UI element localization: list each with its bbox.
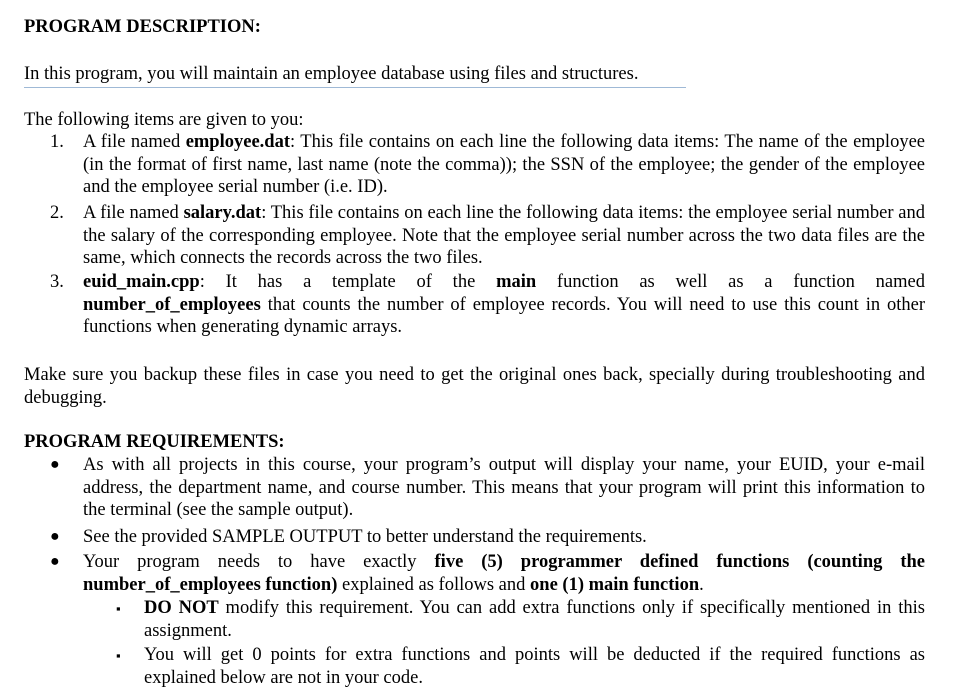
sub-bullet-icon: ▪ bbox=[116, 601, 121, 616]
bullet-icon: ● bbox=[50, 456, 60, 473]
sub-requirement-1-text: DO NOT modify this requirement. You can add extra functions only if specifically mentioned in this assignment. bbox=[144, 598, 925, 641]
requirement-3-text: Your program needs to have exactly five (5) programmer defined functions (counting the number_of_employees function) explained as follows and one (1) main function. bbox=[83, 552, 925, 595]
filename-salary-dat: salary.dat bbox=[183, 203, 262, 223]
main-keyword: main bbox=[496, 272, 537, 292]
requirements-heading: PROGRAM REQUIREMENTS: bbox=[24, 432, 285, 452]
requirement-1-text: As with all projects in this course, your program’s output will display your name, your EUID, your e-mail address, the department name, and course number. This means that your program will print this information to the terminal (see the sample output). bbox=[83, 455, 925, 520]
sub-requirement-2-text: You will get 0 points for extra functions and points will be deducted if the required functions as explained below are not in your code. bbox=[144, 645, 925, 688]
bullet-icon: ● bbox=[50, 553, 60, 570]
given-intro: The following items are given to you: bbox=[24, 110, 304, 130]
item-2-text: A file named salary.dat: This file contains on each line the following data items: the employee serial number and the salary of the corresponding employee. Note that the employee serial number across the two data files are the same, which connects the records across the two files. bbox=[83, 203, 925, 268]
item-1-text: A file named employee.dat: This file contains on each line the following data items: The name of the employee (in the format of first name, last name (note the comma)); the SSN of the employee; the gender of the employee and the employee serial number (i.e. ID). bbox=[83, 132, 925, 197]
intro-underline bbox=[24, 87, 686, 88]
sub-bullet-icon: ▪ bbox=[116, 648, 121, 663]
item-3-text: euid_main.cpp: It has a template of the main function as well as a function named number_of_employees that counts the number of employee records. You will need to use this count in other functions when generating dynamic arrays. bbox=[83, 272, 925, 337]
item-number-2: 2. bbox=[50, 203, 64, 223]
one-main-function-emphasis: one (1) main function bbox=[530, 574, 700, 595]
do-not-emphasis: DO NOT bbox=[144, 598, 219, 618]
item-number-3: 3. bbox=[50, 272, 64, 292]
requirement-2-text: See the provided SAMPLE OUTPUT to better understand the requirements. bbox=[83, 527, 647, 547]
function-name-number-of-employees: number_of_employees bbox=[83, 294, 261, 315]
filename-euid-main: euid_main.cpp bbox=[83, 272, 200, 292]
five-functions-emphasis: five (5) programmer defined functions (counting the number_of_employees function) bbox=[83, 552, 925, 595]
description-heading: PROGRAM DESCRIPTION: bbox=[24, 17, 261, 37]
filename-employee-dat: employee.dat bbox=[185, 132, 290, 152]
backup-note: Make sure you backup these files in case you need to get the original ones back, specially during troubleshooting and debugging. bbox=[24, 365, 925, 408]
item-number-1: 1. bbox=[50, 132, 64, 152]
description-intro: In this program, you will maintain an employee database using files and structures. bbox=[24, 64, 639, 84]
bullet-icon: ● bbox=[50, 528, 60, 545]
